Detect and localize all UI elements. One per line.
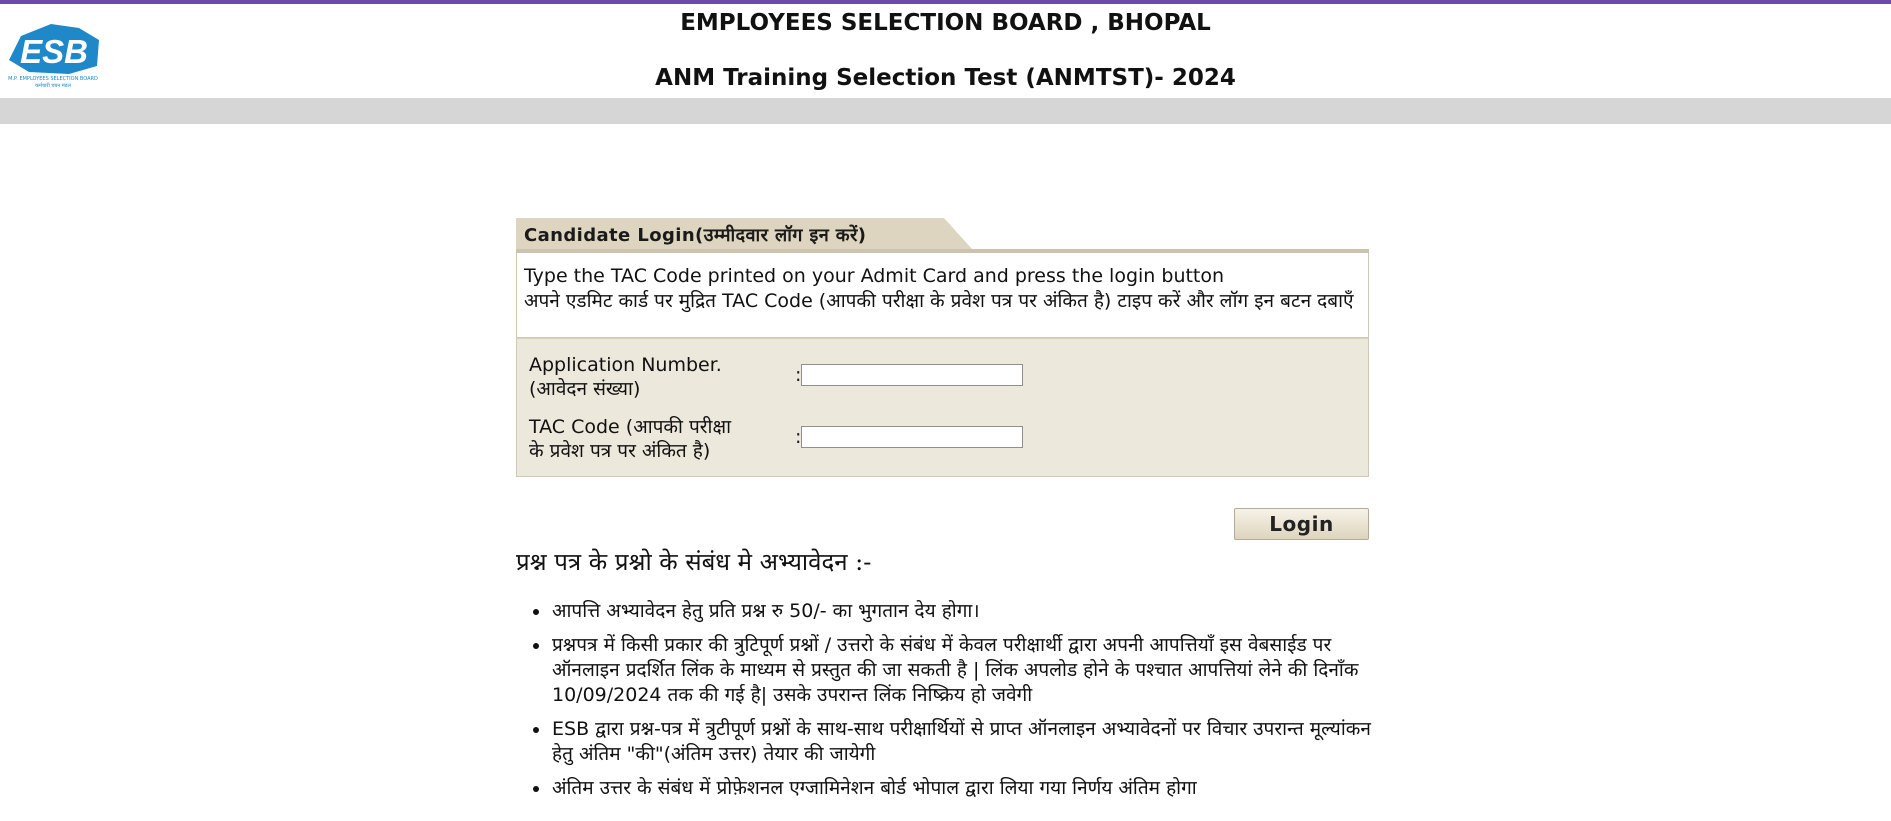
instruction-english: Type the TAC Code printed on your Admit Card and press the login button — [524, 265, 1225, 287]
logo-caption-hindi: कर्मचारी चयन मंडल — [35, 83, 71, 88]
candidate-login-panel — [516, 218, 1369, 477]
notice-list — [552, 599, 1374, 810]
application-number-label-line2: (आवेदन संख्या) — [529, 378, 641, 400]
tac-code-label-line1: TAC Code (आपकी परीक्षा — [529, 416, 731, 438]
notice-title: प्रश्न पत्र के प्रश्नो के संबंध मे अभ्यावेदन :- — [516, 548, 872, 576]
instruction-hindi: अपने एडमिट कार्ड पर मुद्रित TAC Code (आपकी परीक्षा के प्रवेश पत्र पर अंकित है) टाइप करें और लॉग इन बटन दबाएँ — [524, 290, 1354, 312]
org-name: EMPLOYEES SELECTION BOARD , BHOPAL — [680, 10, 1211, 36]
notice-item: प्रश्नपत्र में किसी प्रकार की त्रुटिपूर्ण प्रश्नों / उत्तरो के संबंध में केवल परीक्षार्थी द्वारा अपनी आपत्तियाँ इस वेबसाईड पर ऑनलाइन प्रदर्शित लिंक के माध्यम से प्रस्तुत की जा सकती है | लिंक अपलोड होने के पश्चात आपत्तियां लेने की दिनाँक 10/09/2024 तक की गई है| उसके उपरान्त लिंक निष्क्रिय हो जवेगी — [552, 633, 1374, 708]
exam-name: ANM Training Selection Test (ANMTST)- 2024 — [655, 65, 1236, 91]
field-colon: : — [795, 426, 802, 448]
field-colon: : — [795, 364, 802, 386]
login-panel-title: Candidate Login(उम्मीदवार लॉग इन करें) — [524, 225, 867, 246]
login-panel-tab — [516, 218, 1369, 249]
tac-code-label-line2: के प्रवेश पत्र पर अंकित है) — [529, 440, 711, 462]
login-instructions — [516, 253, 1369, 338]
logo-text: ESB — [20, 33, 88, 70]
tac-code-input[interactable] — [801, 426, 1023, 448]
logo-caption: M.P. EMPLOYEES SELECTION BOARD — [8, 76, 98, 82]
application-number-label — [529, 353, 749, 401]
application-number-label-line1: Application Number. — [529, 354, 722, 376]
login-form — [516, 338, 1369, 477]
notice-item: ESB द्वारा प्रश्न-पत्र में त्रुटीपूर्ण प्रश्नों के साथ-साथ परीक्षार्थियों से प्राप्त ऑनलाइन अभ्यावेदनों पर विचार उपरान्त मूल्यांकन हेतु अंतिम "की"(अंतिम उत्तर) तेयार की जायेगी — [552, 717, 1374, 767]
notice-item: अंतिम उत्तर के संबंध में प्रोफ़ेशनल एग्जामिनेशन बोर्ड भोपाल द्वारा लिया गया निर्णय अंतिम होगा — [552, 776, 1374, 801]
application-number-input[interactable] — [801, 364, 1023, 386]
tac-code-label — [529, 415, 749, 463]
login-button[interactable]: Login — [1234, 508, 1369, 540]
notice-item: आपत्ति अभ्यावेदन हेतु प्रति प्रश्न रु 50/- का भुगतान देय होगा। — [552, 599, 1374, 624]
page-header — [0, 4, 1891, 98]
header-divider-bar — [0, 98, 1891, 124]
